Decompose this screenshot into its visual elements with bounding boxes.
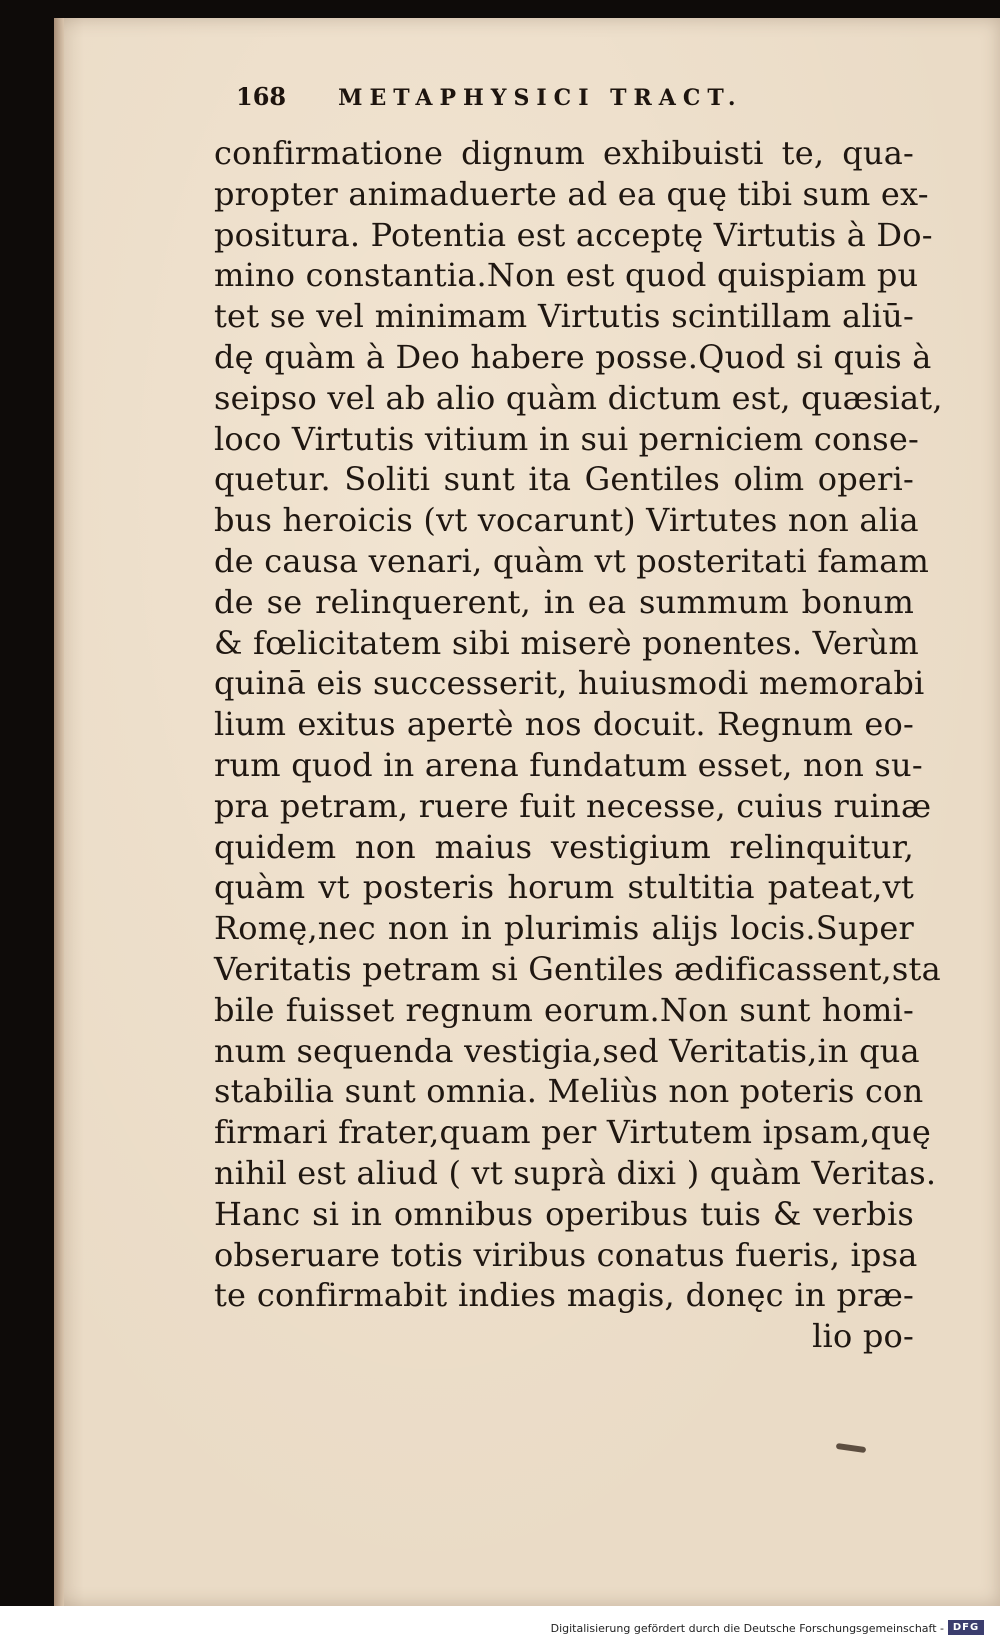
funding-credit: Digitalisierung gefördert durch die Deutsche Forschungsgemeinschaft - [550,1622,944,1635]
body-text [214,133,943,1357]
text-line: dę quàm à Deo habere posse.Quod si quis à [214,337,932,376]
text-line: mino constantia.Non est quod quispiam pu [214,256,919,295]
text-line: bile fuisset regnum eorum.Non sunt homi- [214,990,914,1029]
text-line: obseruare totis viribus conatus fueris, ipsa [214,1235,918,1274]
text-line: & fœlicitatem sibi miserè ponentes. Verùm [214,623,919,662]
text-line: num sequenda vestigia,sed Veritatis,in qua [214,1031,920,1070]
catchword-line: lio po- [812,1317,914,1356]
text-line: confirmatione dignum exhibuisti te, qua- [214,134,914,172]
text-line: quetur. Soliti sunt ita Gentiles olim operi- [214,460,914,499]
text-line: nihil est aliud ( vt suprà dixi ) quàm Veritas. [214,1153,937,1192]
text-line: quidem non maius vestigium relinquitur, [214,827,914,866]
text-line: te confirmabit indies magis, donęc in præ- [214,1276,914,1315]
dfg-logo: DFG [948,1620,984,1635]
page-gutter-edge [54,18,64,1606]
text-line: Hanc si in omnibus operibus tuis & verbis [214,1194,914,1233]
text-line: tet se vel minimam Virtutis scintillam aliū- [214,297,914,336]
text-line: Romę,nec non in plurimis alijs locis.Super [214,909,914,948]
text-line: seipso vel ab alio quàm dictum est, quæsiat, [214,378,943,417]
text-line: quàm vt posteris horum stultitia pateat,vt [214,868,914,907]
text-line: de se relinquerent, in ea summum bonum [214,582,914,621]
text-line: firmari frater,quam per Virtutem ipsam,quę [214,1113,932,1152]
text-line: rum quod in arena fundatum esset, non su- [214,745,923,784]
text-line: de causa venari, quàm vt posteritati famam [214,541,930,580]
text-line: pra petram, ruere fuit necesse, cuius ruinæ [214,786,932,825]
text-line: propter animaduerte ad ea quę tibi sum ex- [214,174,929,213]
text-line: loco Virtutis vitium in sui perniciem conse- [214,419,920,458]
text-line: Veritatis petram si Gentiles ædificassent,sta [214,949,941,988]
running-head-title: METAPHYSICI TRACT. [338,85,743,111]
text-line: stabilia sunt omnia. Meliùs non poteris con [214,1072,924,1111]
running-head [236,82,916,122]
text-line: quinā eis successerit, huiusmodi memorabi [214,664,925,703]
text-line: lium exitus apertè nos docuit. Regnum eo- [214,705,914,744]
text-line: bus heroicis (vt vocarunt) Virtutes non alia [214,501,919,540]
text-line: positura. Potentia est acceptę Virtutis à Do- [214,215,933,254]
page-number: 168 [236,82,287,111]
